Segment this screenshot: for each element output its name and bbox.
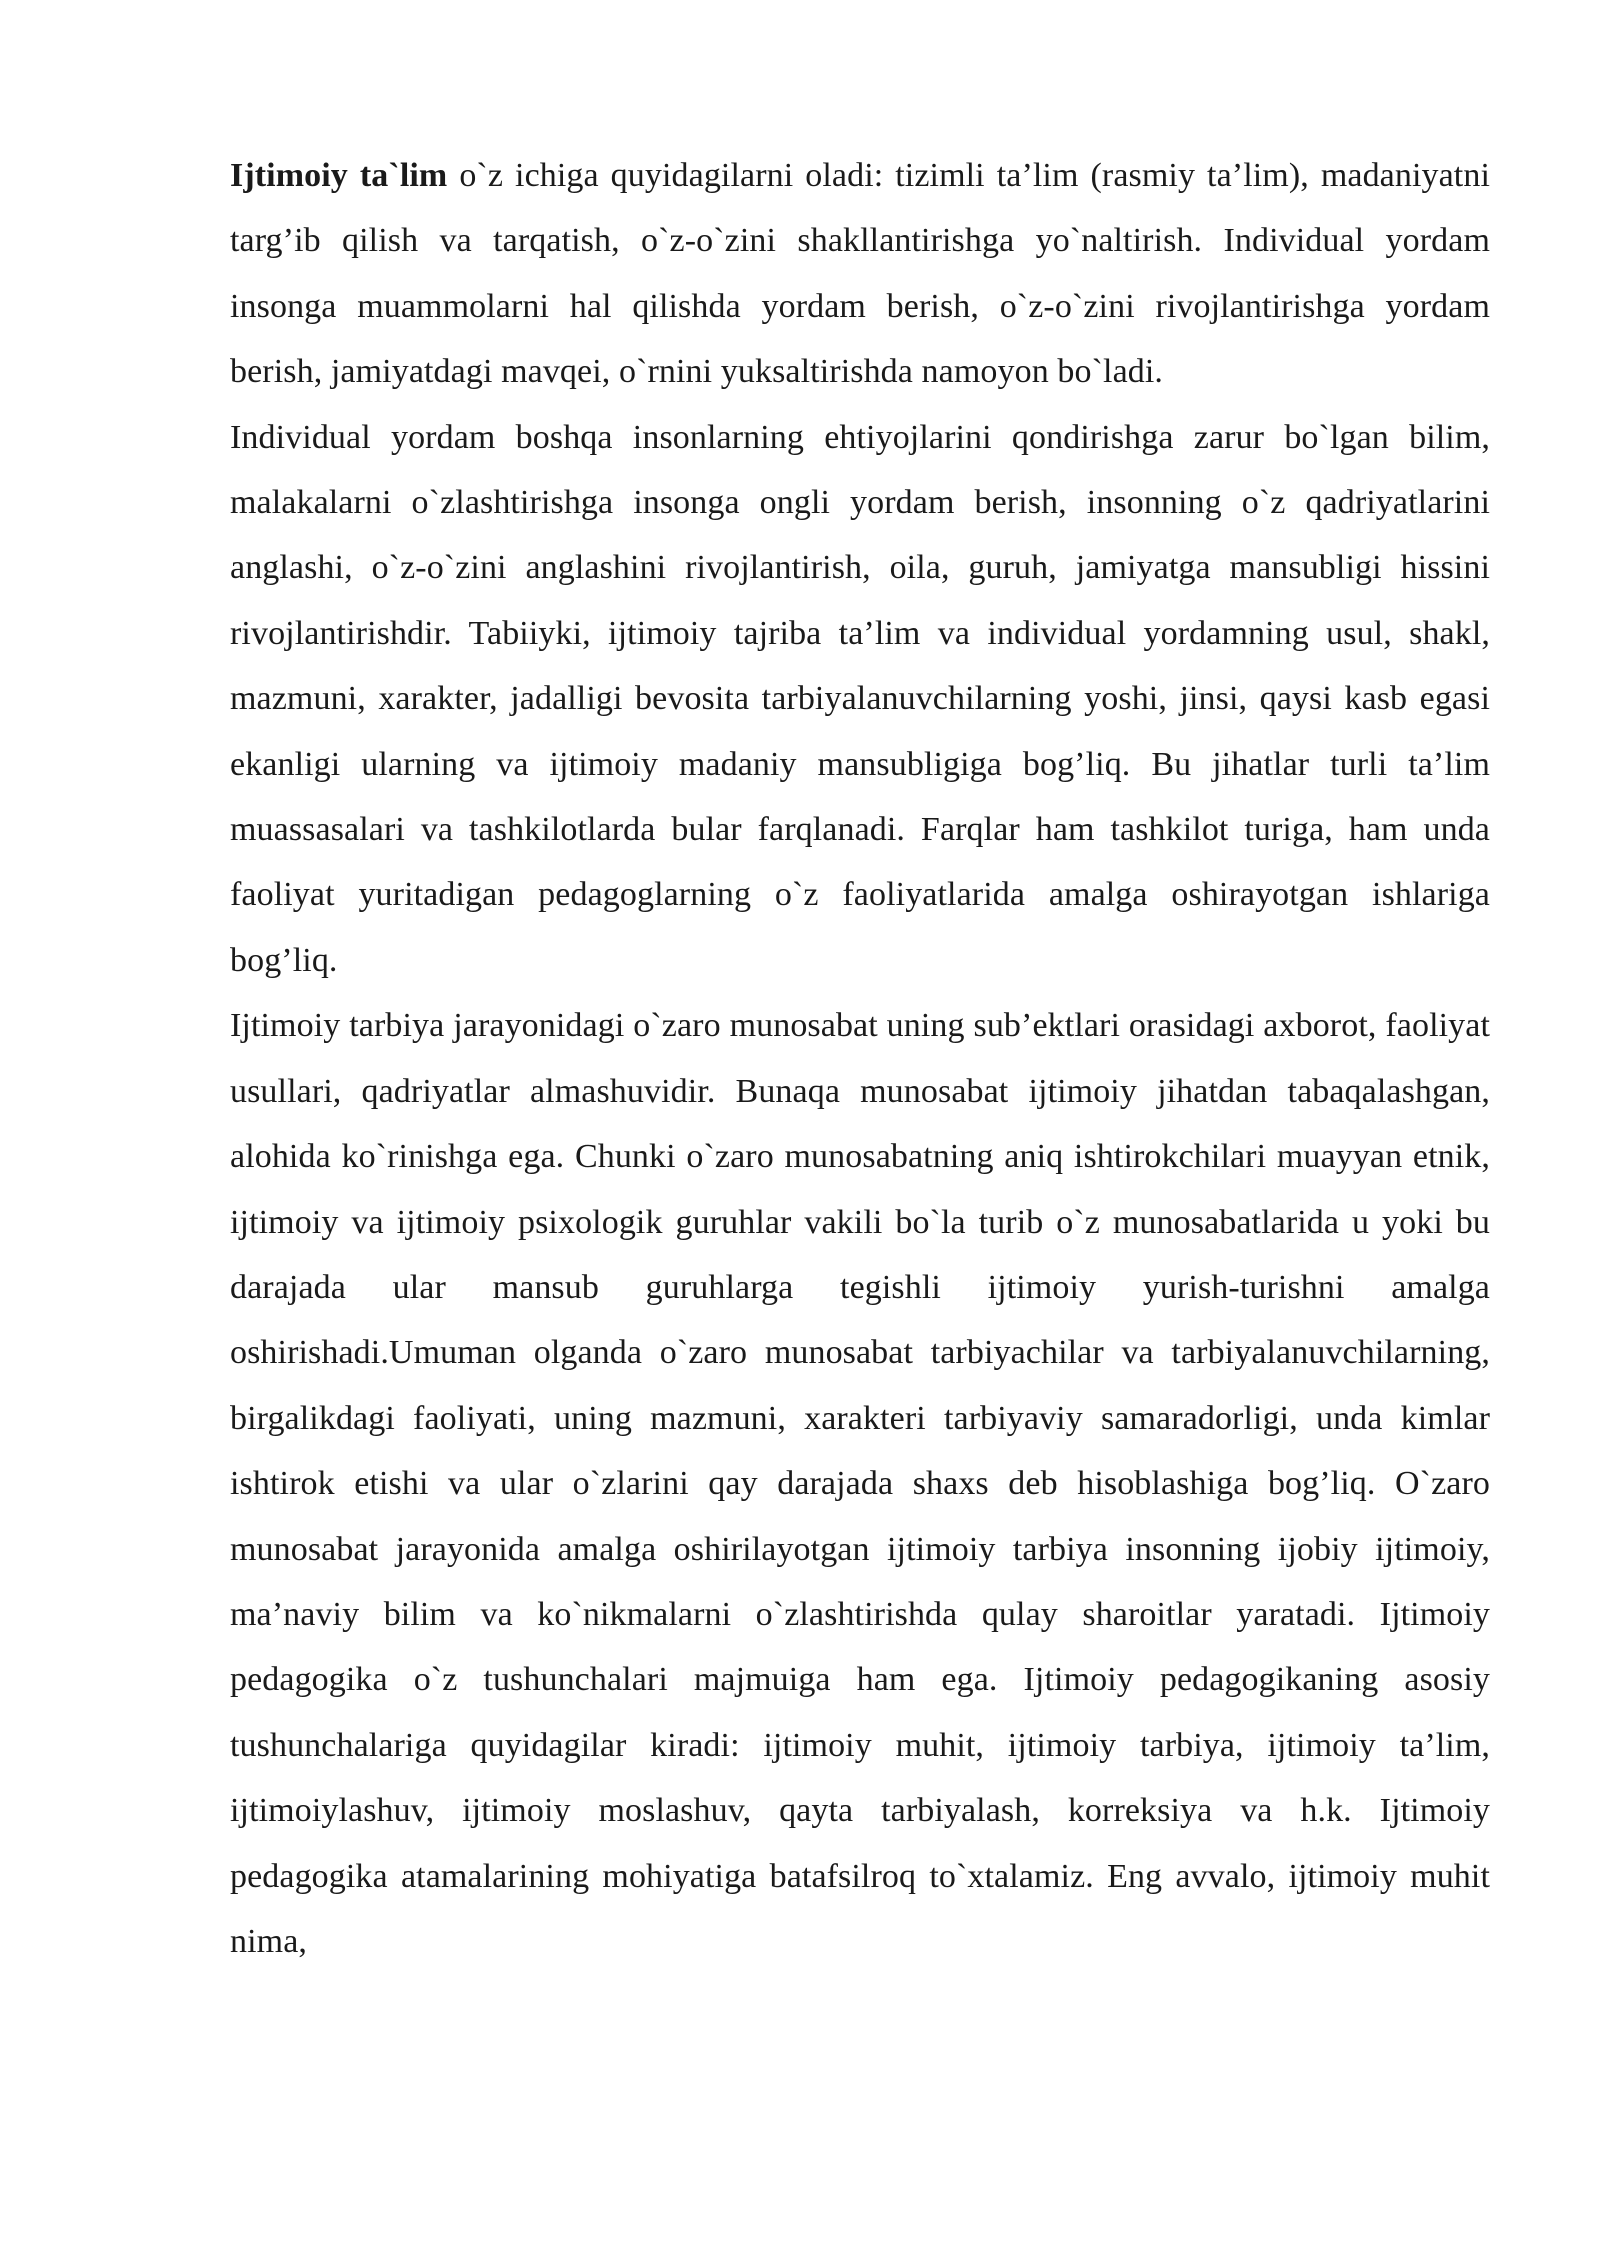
paragraph-2: Individual yordam boshqa insonlarning ehtiyojlarini qondirishga zarur bo`lgan bilim, malakalarni o`zlashtirishga insonga ongli yordam berish, insonning o`z qadriyatlarini anglashi, o`z-o`zini anglashini rivojlantirish, oila, guruh, jamiyatga mansubligi hissini rivojlantirishdir. Tabiiyki, ijtimoiy tajriba ta’lim va individual yordamning usul, shakl, mazmuni, xarakter, jadalligi bevosita tarbiyalanuvchilarning yoshi, jinsi, qaysi kasb egasi ekanligi ularning va ijtimoiy madaniy mansubligiga bog’liq. Bu jihatlar turli ta’lim muassasalari va tashkilotlarda bular farqlanadi. Farqlar ham tashkilot turiga, ham unda faoliyat yuritadigan pedagoglarning o`z faoliyatlarida amalga oshirayotgan ishlariga bog’liq. (230, 418, 1490, 979)
paragraph-1 (230, 143, 1490, 405)
paragraph-1-text: o`z ichiga quyidagilarni oladi: tizimli ta’lim (rasmiy ta’lim), madaniyatni targ’ib qilish va tarqatish, o`z-o`zini shakllantirishga yo`naltirish. Individual yordam insonga muammolarni hal qilishda yordam berish, o`z-o`zini rivojlantirishga yordam berish, jamiyatdagi mavqei, o`rnini yuksaltirishda namoyon bo`ladi. (230, 157, 1490, 391)
paragraph-3: Ijtimoiy tarbiya jarayonidagi o`zaro munosabat uning sub’ektlari orasidagi axborot, faoliyat usullari, qadriyatlar almashuvidir. Bunaqa munosabat ijtimoiy jihatdan tabaqalashgan, alohida ko`rinishga ega. Chunki o`zaro munosabatning aniq ishtirokchilari muayyan etnik, ijtimoiy va ijtimoiy psixologik guruhlar vakili bo`la turib o`z munosabatlarida u yoki bu darajada ular mansub guruhlarga tegishli ijtimoiy yurish-turishni amalga oshirishadi.Umuman olganda o`zaro munosabat tarbiyachilar va tarbiyalanuvchilarning, birgalikdagi faoliyati, uning mazmuni, xarakteri tarbiyaviy samaradorligi, unda kimlar ishtirok etishi va ular o`zlarini qay darajada shaxs deb hisoblashiga bog’liq. O`zaro munosabat jarayonida amalga oshirilayotgan ijtimoiy tarbiya insonning ijobiy ijtimoiy, ma’naviy bilim va ko`nikmalarni o`zlashtirishda qulay sharoitlar yaratadi. Ijtimoiy pedagogika o`z tushunchalari majmuiga ham ega. Ijtimoiy pedagogikaning asosiy tushunchalariga quyidagilar kiradi: ijtimoiy muhit, ijtimoiy tarbiya, ijtimoiy ta’lim, ijtimoiylashuv, ijtimoiy moslashuv, qayta tarbiyalash, korreksiya va h.k. Ijtimoiy pedagogika atamalarining mohiyatiga batafsilroq to`xtalamiz. Eng avvalo, ijtimoiy muhit nima, (230, 1007, 1490, 1960)
body-text (230, 143, 1490, 1974)
lead-term: Ijtimoiy ta`lim (230, 157, 448, 194)
